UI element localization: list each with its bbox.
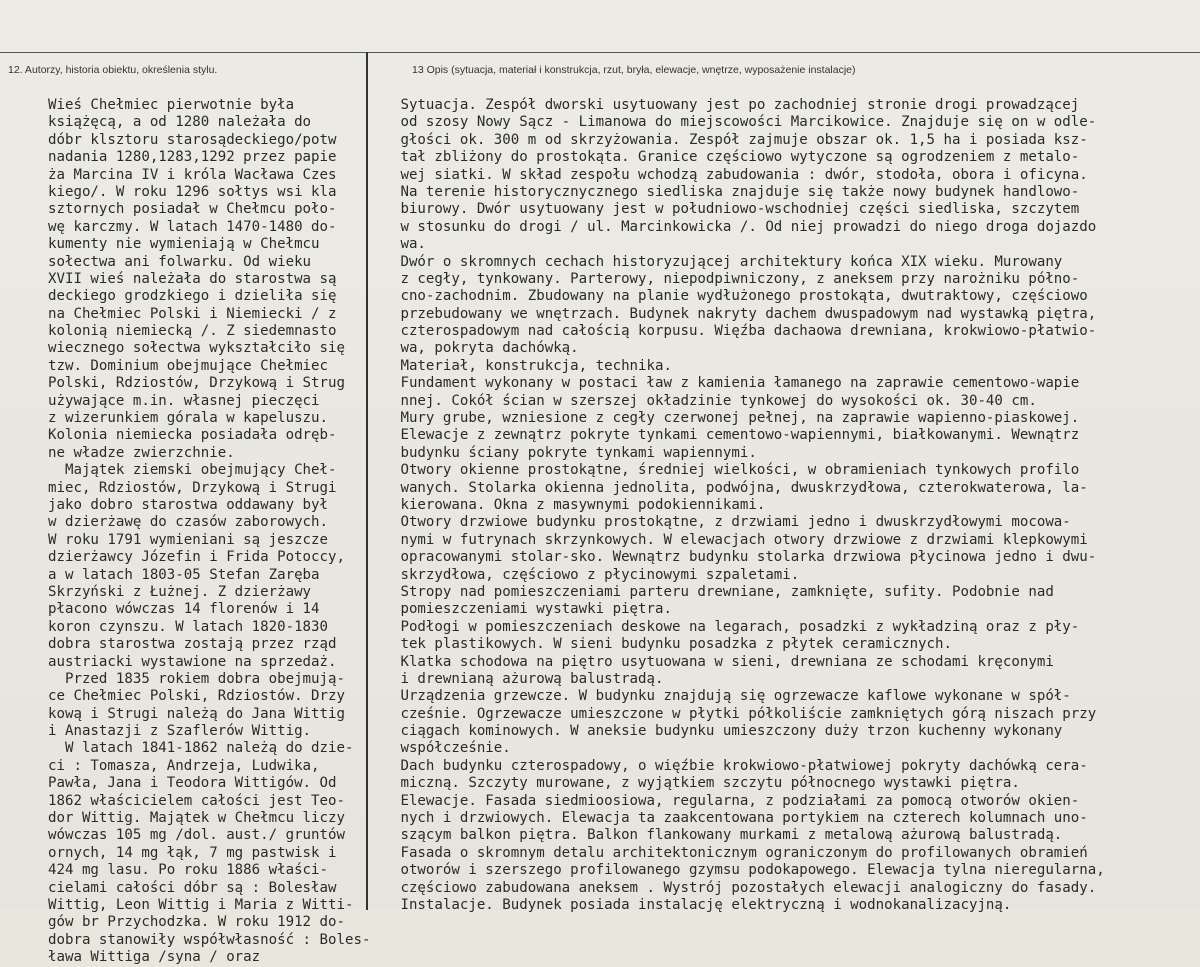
text-line: Majątek ziemski obejmujący Cheł- bbox=[48, 462, 337, 479]
text-line: 1862 właścicielem całości jest Teo- bbox=[48, 792, 345, 809]
text-line: tał zbliżony do prostokąta. Granice częściowo wytyczone są ogrodzeniem z metalo- bbox=[375, 149, 1080, 166]
header-rule bbox=[0, 52, 1200, 53]
text-line: Elewacje. Fasada siedmioosiowa, regularna, z podziałami za pomocą otworów okien- bbox=[375, 792, 1080, 809]
text-line: Przed 1835 rokiem dobra obejmują- bbox=[48, 670, 345, 687]
text-line: Klatka schodowa na piętro usytuowana w sieni, drewniana ze schodami kręconymi bbox=[375, 653, 1054, 670]
text-line: i drewnianą ażurową balustradą. bbox=[375, 670, 664, 687]
text-line: Na terenie historycznycznego siedliska znajduje się także nowy budynek handlowo- bbox=[375, 183, 1080, 200]
text-line: książęcą, a od 1280 należała do bbox=[48, 114, 312, 131]
text-line: nych i drzwiowych. Elewacja ta zaakcentowana portykiem na czterech kolumnach uno- bbox=[375, 810, 1088, 827]
text-line: kumenty nie wymieniają w Chełmcu bbox=[48, 236, 320, 253]
text-line: czterospadowym nad całością korpusu. Więźba dachaowa drewniana, krokwiowo-płatwio- bbox=[375, 323, 1097, 340]
text-line: nymi w futrynach skrzynkowych. W elewacjach otwory drzwiowe z drzwiami klepkowymi bbox=[375, 531, 1088, 548]
text-line: ci : Tomasza, Andrzeja, Ludwika, bbox=[48, 757, 320, 774]
text-line: Kolonia niemiecka posiadała odręb- bbox=[48, 427, 337, 444]
text-line: w dzierżawę do czasów zaborowych. bbox=[48, 514, 329, 531]
text-line: Instalacje. Budynek posiada instalację elektryczną i wodnokanalizacyjną. bbox=[375, 896, 1012, 913]
text-line: od szosy Nowy Sącz - Limanowa do miejscowości Marcikowice. Znajduje się on w odle- bbox=[375, 114, 1097, 131]
text-line: wę karczmy. W latach 1470-1480 do- bbox=[48, 218, 337, 235]
text-line: ława Wittiga /syna / oraz bbox=[48, 949, 261, 966]
text-line: Mury grube, wzniesione z cegły czerwonej pełnej, na zaprawie wapienno-piaskowej. bbox=[375, 410, 1080, 427]
text-line: wiecznego sołectwa wykształciło się bbox=[48, 340, 345, 357]
text-line: pomieszczeniami wystawki piętra. bbox=[375, 601, 672, 618]
text-line: Elewacje z zewnątrz pokryte tynkami cementowo-wapiennymi, białkowanymi. Wewnątrz bbox=[375, 427, 1080, 444]
text-line: Wittig, Leon Wittig i Maria z Witti- bbox=[48, 896, 354, 913]
text-line: deckiego grodzkiego i dzieliła się bbox=[48, 288, 337, 305]
text-line: tek plastikowych. W sieni budynku posadzka z płytek ceramicznych. bbox=[375, 636, 952, 653]
text-line: a w latach 1803-05 Stefan Zaręba bbox=[48, 566, 320, 583]
text-line: W roku 1791 wymieniani są jeszcze bbox=[48, 531, 329, 548]
text-line: częściowo zabudowana aneksem . Wystrój pozostałych elewacji analogiczny do fasady. bbox=[375, 879, 1097, 896]
text-line: koron czynszu. W latach 1820-1830 bbox=[48, 618, 329, 635]
text-line: kiego/. W roku 1296 sołtys wsi kla bbox=[48, 183, 337, 200]
text-line: i Anastazji z Szaflerów Wittig. bbox=[48, 723, 312, 740]
text-line: W latach 1841-1862 należą do dzie- bbox=[48, 740, 354, 757]
text-line: ornych, 14 mg łąk, 7 mg pastwisk i bbox=[48, 844, 337, 861]
text-line: Dwór o skromnych cechach historyzującej architektury końca XIX wieku. Murowany bbox=[375, 253, 1063, 270]
text-line: kierowana. Okna z masywnymi podokiennikami. bbox=[375, 496, 766, 513]
text-line: ża Marcina IV i króla Wacława Czes bbox=[48, 166, 337, 183]
text-line: płacono wówczas 14 florenów i 14 bbox=[48, 601, 320, 618]
text-line: w stosunku do drogi / ul. Marcinkowicka /. Od niej prowadzi do niego droga dojazdo bbox=[375, 218, 1097, 235]
text-line: z cegły, tynkowany. Parterowy, niepodpiwniczony, z aneksem przy narożniku półno- bbox=[375, 270, 1080, 287]
text-line: dobra stanowiły współwłasność : Boles- bbox=[48, 931, 371, 948]
text-line: przebudowany we wnętrzach. Budynek nakryty dachem dwuspadowym nad wystawką piętra, bbox=[375, 305, 1097, 322]
text-line: Dach budynku czterospadowy, o więźbie krokwiowo-płatwiowej pokryty dachówką cera- bbox=[375, 757, 1088, 774]
text-line: miczną. Szczyty murowane, z wyjątkiem szczytu północnego wystawki piętra. bbox=[375, 775, 1020, 792]
text-line: nadania 1280,1283,1292 przez papie bbox=[48, 149, 337, 166]
text-line: dóbr klsztoru starosądeckiego/potw bbox=[48, 131, 337, 148]
text-line: budynku ściany pokryte tynkami wapiennymi. bbox=[375, 444, 757, 461]
text-line: Wieś Chełmiec pierwotnie była bbox=[48, 97, 295, 113]
history-text-column bbox=[48, 97, 370, 967]
text-line: 424 mg lasu. Po roku 1886 właści- bbox=[48, 862, 329, 879]
text-line: sztornych posiadał w Chełmcu poło- bbox=[48, 201, 337, 218]
text-line: dor Wittig. Majątek w Chełmcu liczy bbox=[48, 810, 345, 827]
text-line: miec, Rdziostów, Drzykową i Strugi bbox=[48, 479, 337, 496]
text-line: wa. bbox=[375, 236, 426, 253]
text-line: Fasada o skromnym detalu architektonicznym ograniczonym do profilowanych obramień bbox=[375, 844, 1088, 861]
text-line: Pawła, Jana i Teodora Wittigów. Od bbox=[48, 775, 337, 792]
text-line: dobra starostwa zostają przez rząd bbox=[48, 636, 337, 653]
text-line: Urządzenia grzewcze. W budynku znajdują się ogrzewacze kaflowe wykonane w spół- bbox=[375, 688, 1071, 705]
text-line: cno-zachodnim. Zbudowany na planie wydłużonego prostokąta, dwutraktowy, częściowo bbox=[375, 288, 1088, 305]
text-line: biurowy. Dwór usytuowany jest w południowo-wschodniej części siedliska, szczytem bbox=[375, 201, 1080, 218]
text-line: Polski, Rdziostów, Drzykową i Strug bbox=[48, 375, 345, 392]
text-line: wej siatki. W skład zespołu wchodzą zabudowania : dwór, stodoła, obora i oficyna. bbox=[375, 166, 1088, 183]
text-line: Stropy nad pomieszczeniami parteru drewniane, zamknięte, sufity. Podobnie nad bbox=[375, 583, 1054, 600]
text-line: dzierżawcy Józefin i Frida Potoccy, bbox=[48, 549, 345, 566]
text-line: Skrzyński z Łużnej. Z dzierżawy bbox=[48, 583, 312, 600]
text-line: nnej. Cokół ścian w szerszej okładzinie tynkowej do wysokości ok. 30-40 cm. bbox=[375, 392, 1037, 409]
right-column-header: 13 Opis (sytuacja, materiał i konstrukcja, rzut, bryła, elewacje, wnętrze, wyposażenie instalacje) bbox=[412, 64, 856, 76]
text-line: z wizerunkiem górala w kapeluszu. bbox=[48, 410, 329, 427]
text-line: kową i Strugi należą do Jana Wittig bbox=[48, 705, 345, 722]
text-line: wanych. Stolarka okienna jednolita, podwójna, dwuskrzydłowa, czterokwaterowa, la- bbox=[375, 479, 1088, 496]
text-line: opracowanymi stolar-sko. Wewnątrz budynku stolarka drzwiowa płycinowa jedno i dwu- bbox=[375, 549, 1097, 566]
text-line: XVII wieś należała do starostwa są bbox=[48, 270, 337, 287]
text-line: austriacki wystawione na sprzedaż. bbox=[48, 653, 337, 670]
text-line: cześnie. Ogrzewacze umieszczone w płytki półkoliście zamkniętych górą niszach przy bbox=[375, 705, 1097, 722]
text-line: Fundament wykonany w postaci ław z kamienia łamanego na zaprawie cementowo-wapie bbox=[375, 375, 1080, 392]
text-line: skrzydłowa, częściowo z płycinowymi szpaletami. bbox=[375, 566, 800, 583]
text-line: ne władze zwierzchnie. bbox=[48, 444, 235, 461]
text-line: głości ok. 300 m od skrzyżowania. Zespół zajmuje obszar ok. 1,5 ha i posiada ksz- bbox=[375, 131, 1088, 148]
text-line: cielami całości dóbr są : Bolesław bbox=[48, 879, 337, 896]
text-line: Otwory drzwiowe budynku prostokątne, z drzwiami jedno i dwuskrzydłowymi mocowa- bbox=[375, 514, 1071, 531]
text-line: Sytuacja. Zespół dworski usytuowany jest po zachodniej stronie drogi prowadzącej bbox=[375, 97, 1080, 113]
text-line: tzw. Dominium obejmujące Chełmiec bbox=[48, 357, 329, 374]
text-line: Materiał, konstrukcja, technika. bbox=[375, 357, 672, 374]
text-line: Otwory okienne prostokątne, średniej wielkości, w obramieniach tynkowych profilo bbox=[375, 462, 1080, 479]
text-line: ciągach kominowych. W aneksie budynku umieszczony duży trzon kuchenny wykonany bbox=[375, 723, 1063, 740]
text-line: kolonią niemiecką /. Z siedemnasto bbox=[48, 323, 337, 340]
text-line: używające m.in. własnej pieczęci bbox=[48, 392, 320, 409]
text-line: wa, pokryta dachówką. bbox=[375, 340, 579, 357]
text-line: współcześnie. bbox=[375, 740, 511, 757]
text-line: ce Chełmiec Polski, Rdziostów. Drzy bbox=[48, 688, 345, 705]
text-line: szącym balkon piętra. Balkon flankowany murkami z metalową ażurową balustradą. bbox=[375, 827, 1063, 844]
text-line: jako dobro starostwa oddawany był bbox=[48, 496, 329, 513]
text-line: Podłogi w pomieszczeniach deskowe na legarach, posadzki z wykładziną oraz z pły- bbox=[375, 618, 1080, 635]
text-line: na Chełmiec Polski i Niemiecki / z bbox=[48, 305, 337, 322]
text-line: wówczas 105 mg /dol. aust./ gruntów bbox=[48, 827, 345, 844]
description-text-column bbox=[375, 97, 1105, 914]
left-column-header: 12. Autorzy, historia obiektu, określenia stylu. bbox=[8, 64, 218, 76]
text-line: gów br Przychodzka. W roku 1912 do- bbox=[48, 914, 345, 931]
text-line: sołectwa ani folwarku. Od wieku bbox=[48, 253, 312, 270]
text-line: otworów i szerszego profilowanego gzymsu podokapowego. Elewacja tylna nieregularna, bbox=[375, 862, 1105, 879]
